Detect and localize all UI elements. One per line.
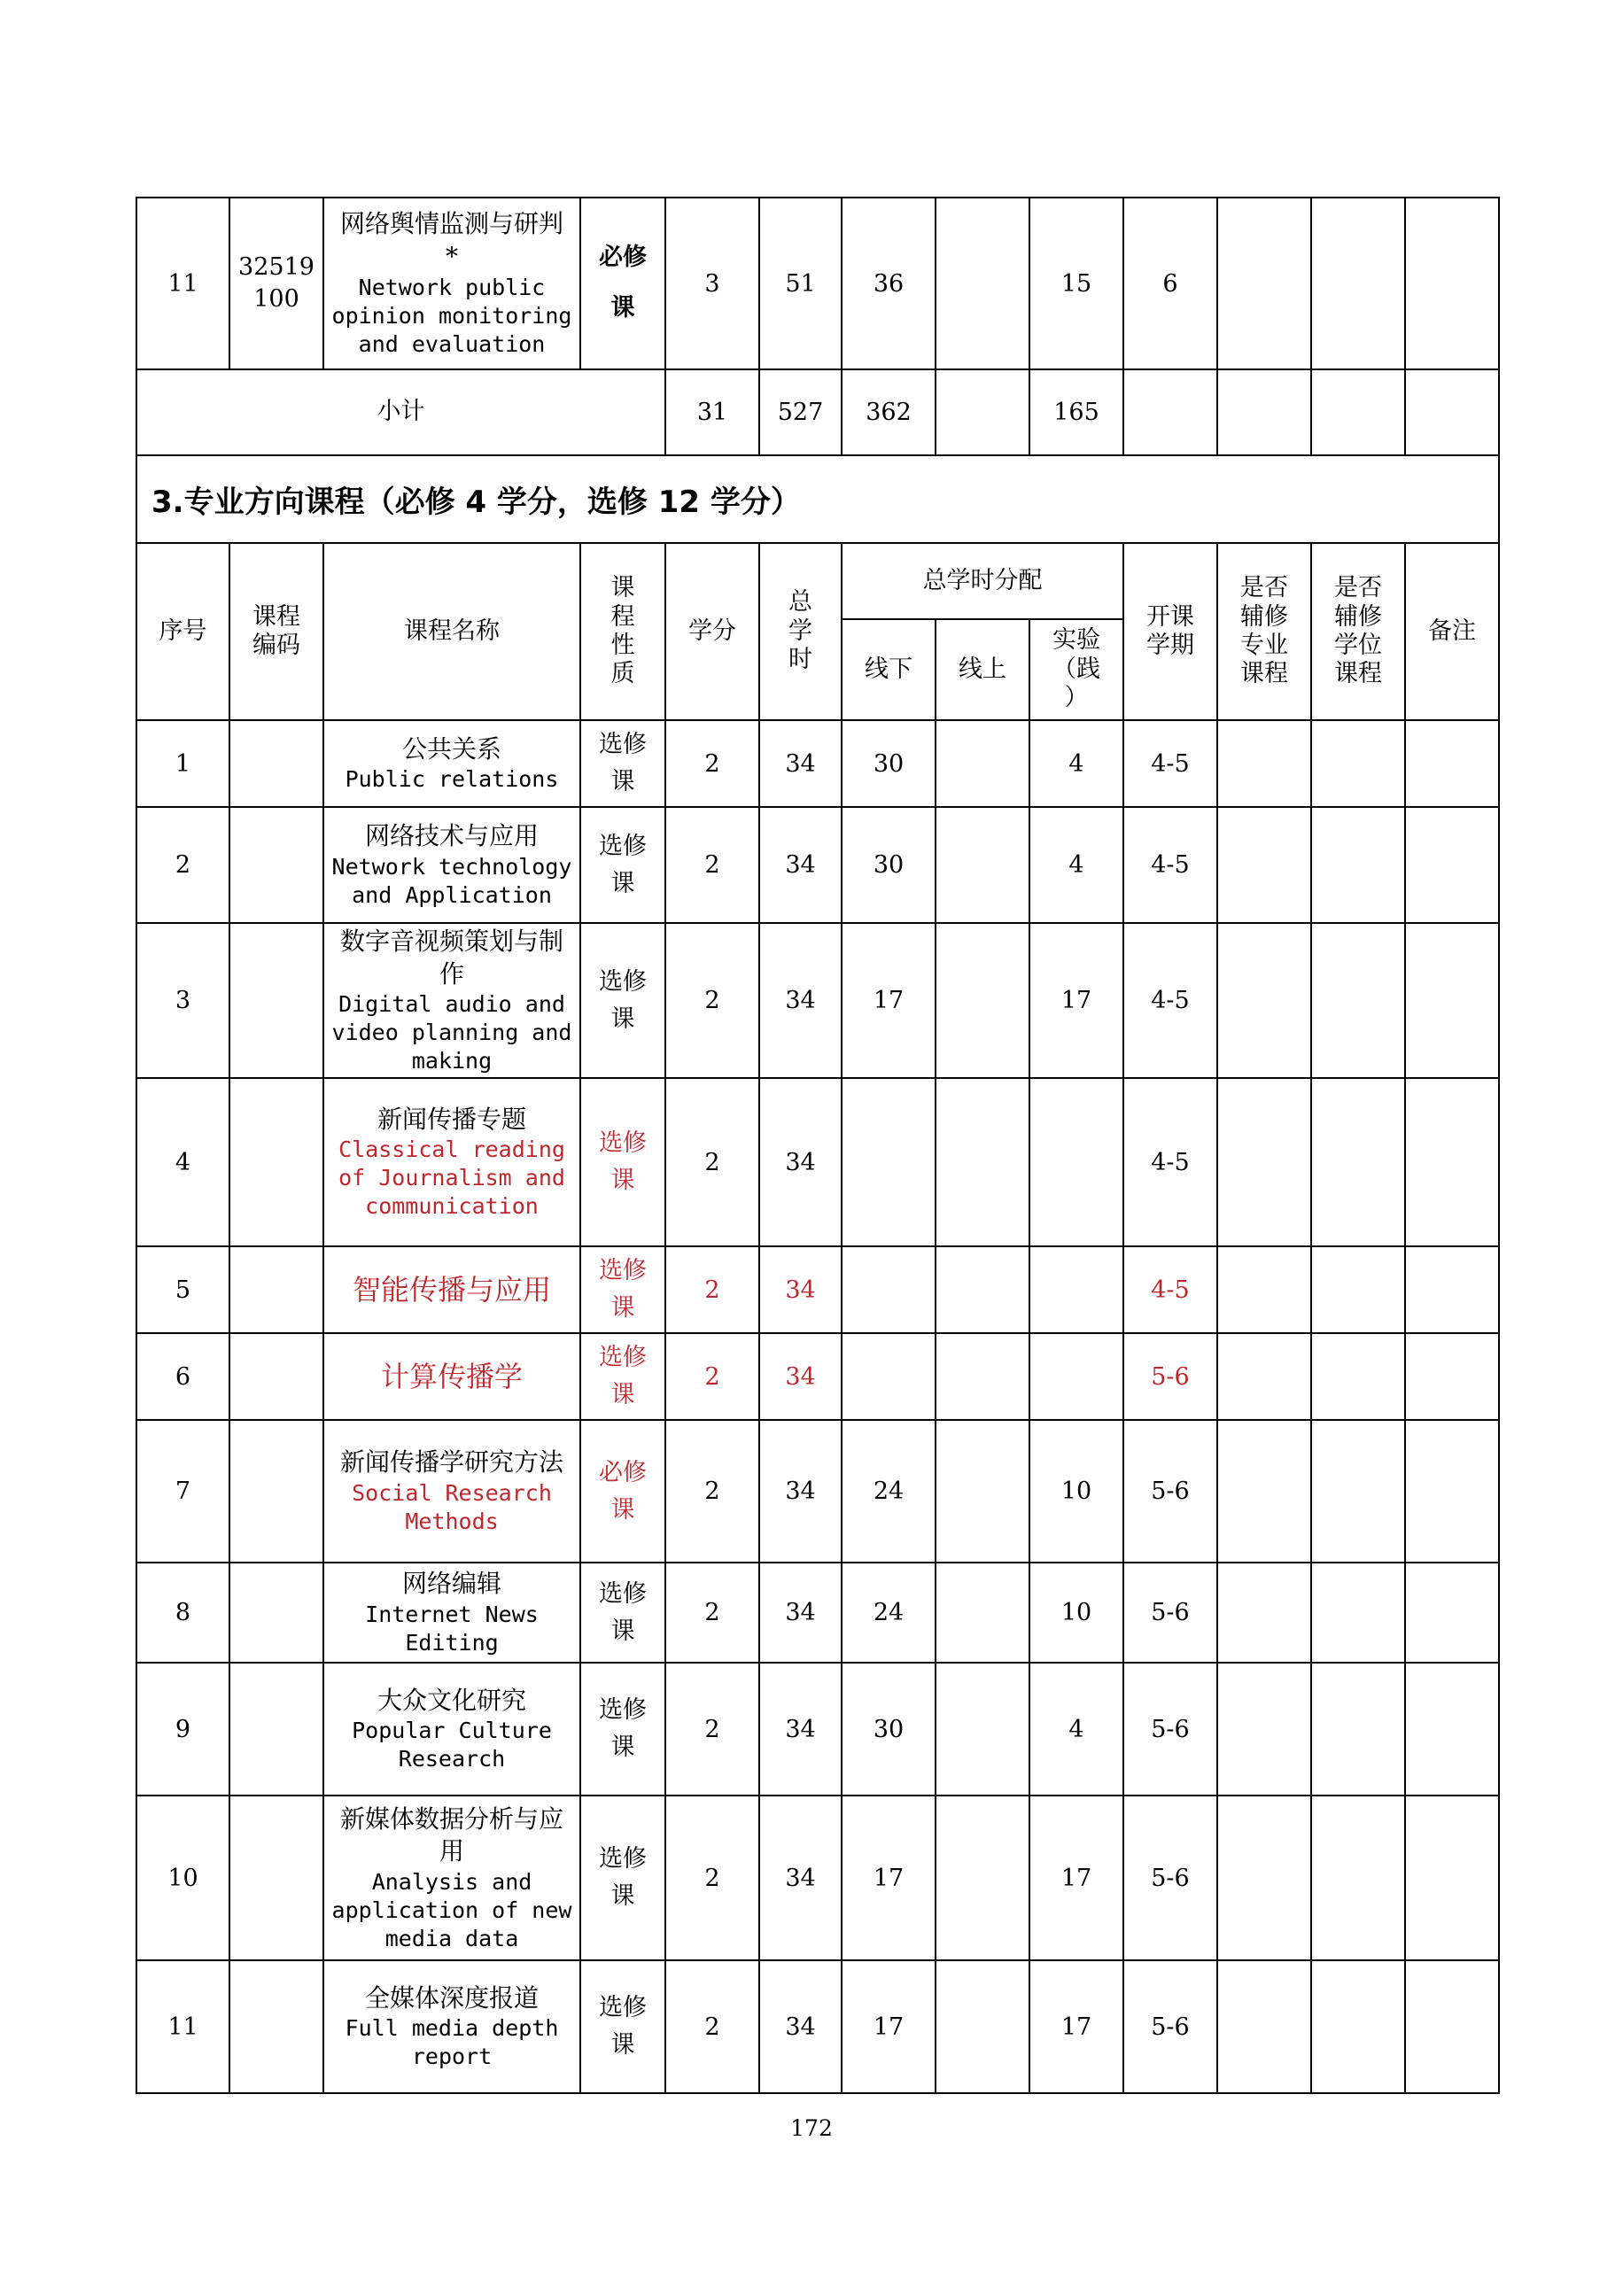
minor-major-cell <box>1217 720 1311 807</box>
cell-line: 选修 <box>599 832 647 860</box>
cell-line: 选修 <box>599 1344 647 1372</box>
header-name: 课程名称 <box>323 543 580 720</box>
minor-degree-cell <box>1311 1078 1405 1246</box>
course-row <box>136 1796 1499 1960</box>
course-name-zh: 新闻传播专题 <box>377 1104 526 1134</box>
course-name-en: Social Research <box>352 1479 552 1506</box>
cell-line: 实验 <box>1052 626 1100 655</box>
cell-line: 时 <box>788 646 812 674</box>
course-total-hours: 34 <box>759 807 842 923</box>
course-name-zh: 作 <box>439 958 464 989</box>
minor-major-cell <box>1217 198 1311 369</box>
course-semester: 4-5 <box>1123 923 1217 1078</box>
course-nature <box>580 720 665 807</box>
header-distribution: 总学时分配 <box>842 543 1123 619</box>
minor-degree-cell <box>1311 1663 1405 1796</box>
subtotal-practice: 165 <box>1029 369 1123 455</box>
course-row <box>136 720 1499 807</box>
cell-line: 课 <box>610 1381 635 1409</box>
cell-line: 辅修 <box>1334 602 1382 631</box>
course-credits: 2 <box>665 1246 759 1333</box>
course-name-en: of Journalism and <box>338 1165 565 1191</box>
course-code <box>229 807 323 923</box>
remarks-cell <box>1405 1563 1499 1663</box>
course-nature <box>580 807 665 923</box>
course-semester: 5-6 <box>1123 1563 1217 1663</box>
cell-line: 选修 <box>599 967 647 996</box>
course-offline-hours: 30 <box>842 807 936 923</box>
remarks-cell <box>1405 807 1499 923</box>
cell-line: 100 <box>253 285 299 313</box>
cell-line: 课程 <box>1240 660 1288 688</box>
course-name-zh: 网络技术与应用 <box>364 821 539 851</box>
course-practice-hours: 4 <box>1029 807 1123 923</box>
cell-line: 是否 <box>1334 574 1382 602</box>
cell-line: 是否 <box>1240 574 1288 602</box>
remarks-cell <box>1405 1078 1499 1246</box>
minor-major-cell <box>1217 1420 1311 1563</box>
course-name-en: Network technology <box>331 853 572 880</box>
cell-line: 32519 <box>238 252 315 281</box>
minor-major-cell <box>1217 1663 1311 1796</box>
course-row <box>136 1246 1499 1333</box>
course-offline-hours: 24 <box>842 1420 936 1563</box>
course-nature <box>580 1960 665 2093</box>
course-name <box>323 1796 580 1960</box>
course-number: 3 <box>136 923 229 1078</box>
course-code <box>229 1420 323 1563</box>
course-name-en: making <box>411 1048 493 1074</box>
cell-line: 课 <box>610 574 635 602</box>
subtotal-remarks <box>1405 369 1499 455</box>
course-number: 11 <box>136 1960 229 2093</box>
remarks-cell <box>1405 1663 1499 1796</box>
remarks-cell <box>1405 1420 1499 1563</box>
minor-degree-cell <box>1311 807 1405 923</box>
header-code <box>229 543 323 720</box>
course-credits: 3 <box>665 198 759 369</box>
course-name-en: Analysis and <box>371 1868 532 1895</box>
cell-line: 开课 <box>1146 602 1194 631</box>
course-practice-hours: 17 <box>1029 1960 1123 2093</box>
minor-degree-cell <box>1311 1246 1405 1333</box>
curriculum-table <box>136 197 1500 2094</box>
cell-line: 辅修 <box>1240 602 1288 631</box>
course-practice-hours <box>1029 1333 1123 1420</box>
cell-line: 选修 <box>599 1257 647 1285</box>
subtotal-offline: 362 <box>842 369 936 455</box>
course-credits: 2 <box>665 720 759 807</box>
cell-line: 选修 <box>599 731 647 759</box>
minor-major-cell <box>1217 1563 1311 1663</box>
course-name-en: Research <box>398 1746 506 1772</box>
cell-line: 课 <box>610 1617 635 1645</box>
course-name <box>323 198 580 369</box>
course-row <box>136 1078 1499 1246</box>
course-total-hours: 34 <box>759 1796 842 1960</box>
course-name <box>323 1420 580 1563</box>
subtotal-minor-degree <box>1311 369 1405 455</box>
course-number: 9 <box>136 1663 229 1796</box>
course-online-hours <box>936 1333 1029 1420</box>
course-online-hours <box>936 198 1029 369</box>
course-name-en: media data <box>384 1925 519 1951</box>
course-online-hours <box>936 1563 1029 1663</box>
course-offline-hours <box>842 1078 936 1246</box>
course-credits: 2 <box>665 1078 759 1246</box>
minor-degree-cell <box>1311 720 1405 807</box>
cell-line: 学 <box>788 617 812 645</box>
course-code <box>229 1960 323 2093</box>
course-name-en: Internet News <box>365 1601 539 1627</box>
course-row <box>136 1420 1499 1563</box>
course-offline-hours <box>842 1246 936 1333</box>
header-number: 序号 <box>136 543 229 720</box>
course-credits: 2 <box>665 1663 759 1796</box>
course-number: 4 <box>136 1078 229 1246</box>
header-practice <box>1029 619 1123 720</box>
course-row <box>136 923 1499 1078</box>
course-semester: 6 <box>1123 198 1217 369</box>
course-code <box>229 1078 323 1246</box>
subtotal-semester <box>1123 369 1217 455</box>
course-total-hours: 34 <box>759 1960 842 2093</box>
course-total-hours: 34 <box>759 1246 842 1333</box>
course-name <box>323 1663 580 1796</box>
course-semester: 4-5 <box>1123 1246 1217 1333</box>
course-name-zh: 公共关系 <box>401 733 501 764</box>
course-name-zh: 智能传播与应用 <box>352 1272 551 1307</box>
course-nature <box>580 1796 665 1960</box>
subtotal-row <box>136 369 1499 455</box>
course-semester: 5-6 <box>1123 1796 1217 1960</box>
course-practice-hours: 10 <box>1029 1563 1123 1663</box>
course-credits: 2 <box>665 923 759 1078</box>
page-number: 172 <box>790 2115 833 2141</box>
course-practice-hours: 17 <box>1029 923 1123 1078</box>
course-name-en: Network public <box>358 274 546 300</box>
subtotal-total-hours: 527 <box>759 369 842 455</box>
minor-major-cell <box>1217 1333 1311 1420</box>
course-total-hours: 34 <box>759 720 842 807</box>
section-title: 3.专业方向课程（必修 4 学分，选修 12 学分） <box>136 455 1499 543</box>
course-number: 6 <box>136 1333 229 1420</box>
course-online-hours <box>936 720 1029 807</box>
cell-line: ） <box>1064 684 1089 712</box>
course-number: 10 <box>136 1796 229 1960</box>
course-name <box>323 807 580 923</box>
course-semester: 5-6 <box>1123 1420 1217 1563</box>
course-number: 8 <box>136 1563 229 1663</box>
subtotal-credits: 31 <box>665 369 759 455</box>
cell-line: 课 <box>610 1004 635 1033</box>
cell-line: （践 <box>1052 655 1100 683</box>
course-name-en: Public relations <box>345 766 559 793</box>
minor-degree-cell <box>1311 198 1405 369</box>
cell-line: 学位 <box>1334 632 1382 659</box>
course-practice-hours: 4 <box>1029 1663 1123 1796</box>
cell-line: 编码 <box>252 632 300 659</box>
minor-degree-cell <box>1311 923 1405 1078</box>
cell-line: 课 <box>610 1167 635 1195</box>
course-offline-hours: 36 <box>842 198 936 369</box>
course-nature <box>580 1246 665 1333</box>
minor-degree-cell <box>1311 1420 1405 1563</box>
course-name-en: and Application <box>352 881 552 908</box>
cell-line: 必修 <box>599 1458 647 1486</box>
cell-line: 选修 <box>599 1696 647 1725</box>
minor-degree-cell <box>1311 1563 1405 1663</box>
course-number: 7 <box>136 1420 229 1563</box>
header-total-hours <box>759 543 842 720</box>
course-name-en: application of new <box>331 1897 572 1923</box>
course-offline-hours: 17 <box>842 1796 936 1960</box>
course-online-hours <box>936 923 1029 1078</box>
course-code <box>229 1796 323 1960</box>
subtotal-label: 小计 <box>136 369 665 455</box>
course-credits: 2 <box>665 807 759 923</box>
course-number: 11 <box>136 198 229 369</box>
course-number: 5 <box>136 1246 229 1333</box>
cell-line: 质 <box>610 660 635 688</box>
course-semester: 4-5 <box>1123 807 1217 923</box>
cell-line: 课 <box>610 1882 635 1911</box>
course-name <box>323 720 580 807</box>
course-offline-hours: 17 <box>842 1960 936 2093</box>
course-name-en: Editing <box>405 1629 499 1656</box>
course-code <box>229 1663 323 1796</box>
course-nature <box>580 1078 665 1246</box>
header-credits: 学分 <box>665 543 759 720</box>
course-name-zh: 网络编辑 <box>401 1569 501 1599</box>
course-credits: 2 <box>665 1960 759 2093</box>
course-number: 1 <box>136 720 229 807</box>
course-online-hours <box>936 1796 1029 1960</box>
remarks-cell <box>1405 198 1499 369</box>
course-row <box>136 198 1499 369</box>
minor-major-cell <box>1217 1078 1311 1246</box>
course-name <box>323 1246 580 1333</box>
course-name-zh: 全媒体深度报道 <box>364 1982 539 2013</box>
cell-line: 课 <box>610 294 635 322</box>
course-row <box>136 1663 1499 1796</box>
remarks-cell <box>1405 1246 1499 1333</box>
course-row <box>136 807 1499 923</box>
course-total-hours: 51 <box>759 198 842 369</box>
course-name-zh: 新媒体数据分析与应 <box>339 1803 563 1834</box>
cell-line: 选修 <box>599 1994 647 2022</box>
course-practice-hours <box>1029 1246 1123 1333</box>
course-name-en: Classical reading <box>338 1136 565 1163</box>
course-online-hours <box>936 1663 1029 1796</box>
course-number: 2 <box>136 807 229 923</box>
course-offline-hours: 17 <box>842 923 936 1078</box>
course-name-en: video planning and <box>331 1020 572 1046</box>
course-semester: 5-6 <box>1123 1960 1217 2093</box>
course-row <box>136 1563 1499 1663</box>
cell-line: 专业 <box>1240 632 1288 659</box>
course-code <box>229 1246 323 1333</box>
course-credits: 2 <box>665 1563 759 1663</box>
course-nature <box>580 1333 665 1420</box>
course-nature <box>580 1563 665 1663</box>
subtotal-minor-major <box>1217 369 1311 455</box>
minor-major-cell <box>1217 923 1311 1078</box>
course-credits: 2 <box>665 1420 759 1563</box>
minor-degree-cell <box>1311 1960 1405 2093</box>
course-code <box>229 198 323 369</box>
course-offline-hours: 30 <box>842 1663 936 1796</box>
cell-line: 课 <box>610 1294 635 1323</box>
course-total-hours: 34 <box>759 1078 842 1246</box>
course-online-hours <box>936 1078 1029 1246</box>
course-semester: 5-6 <box>1123 1333 1217 1420</box>
course-online-hours <box>936 807 1029 923</box>
cell-line: 课程 <box>1334 660 1382 688</box>
remarks-cell <box>1405 1960 1499 2093</box>
cell-line: 选修 <box>599 1845 647 1873</box>
cell-line: 课 <box>610 869 635 897</box>
header-minor-degree <box>1311 543 1405 720</box>
course-name-en: and evaluation <box>358 330 546 357</box>
course-offline-hours <box>842 1333 936 1420</box>
course-name-en: Full media depth <box>345 2015 559 2042</box>
course-total-hours: 34 <box>759 1420 842 1563</box>
course-name-zh: 数字音视频策划与制 <box>339 927 563 956</box>
course-code <box>229 1333 323 1420</box>
minor-major-cell <box>1217 1960 1311 2093</box>
course-nature <box>580 1420 665 1563</box>
course-total-hours: 34 <box>759 1333 842 1420</box>
course-credits: 2 <box>665 1333 759 1420</box>
course-practice-hours: 17 <box>1029 1796 1123 1960</box>
course-practice-hours: 15 <box>1029 198 1123 369</box>
cell-line: 课 <box>610 768 635 795</box>
cell-line: 学期 <box>1146 632 1194 659</box>
course-name-en: Digital audio and <box>338 991 565 1018</box>
course-name <box>323 923 580 1078</box>
cell-line: 课 <box>610 1495 635 1524</box>
course-credits: 2 <box>665 1796 759 1960</box>
course-code <box>229 1563 323 1663</box>
cell-line: 选修 <box>599 1579 647 1608</box>
remarks-cell <box>1405 1333 1499 1420</box>
course-name-zh: 网络舆情监测与研判 <box>339 209 563 239</box>
course-name-en: opinion monitoring <box>331 302 572 329</box>
minor-degree-cell <box>1311 1333 1405 1420</box>
course-code <box>229 720 323 807</box>
header-online: 线上 <box>936 619 1029 720</box>
course-name-en: Popular Culture <box>352 1718 552 1744</box>
course-code <box>229 923 323 1078</box>
remarks-cell <box>1405 1796 1499 1960</box>
remarks-cell <box>1405 720 1499 807</box>
course-practice-hours: 10 <box>1029 1420 1123 1563</box>
cell-line: 总 <box>788 588 812 617</box>
header-minor-major <box>1217 543 1311 720</box>
course-offline-hours: 30 <box>842 720 936 807</box>
course-name-zh: * <box>446 242 458 271</box>
course-nature <box>580 923 665 1078</box>
header-nature <box>580 543 665 720</box>
course-online-hours <box>936 1246 1029 1333</box>
minor-major-cell <box>1217 1796 1311 1960</box>
course-row <box>136 1960 1499 2093</box>
course-online-hours <box>936 1420 1029 1563</box>
course-nature <box>580 198 665 369</box>
course-name-zh: 新闻传播学研究方法 <box>339 1447 563 1478</box>
course-total-hours: 34 <box>759 1663 842 1796</box>
section-title-row <box>136 455 1499 543</box>
course-row <box>136 1333 1499 1420</box>
course-total-hours: 34 <box>759 1563 842 1663</box>
remarks-cell <box>1405 923 1499 1078</box>
cell-line: 性 <box>610 632 635 659</box>
course-name-zh: 大众文化研究 <box>377 1685 526 1715</box>
course-practice-hours: 4 <box>1029 720 1123 807</box>
course-semester: 5-6 <box>1123 1663 1217 1796</box>
course-offline-hours: 24 <box>842 1563 936 1663</box>
course-name-en: Methods <box>405 1508 499 1534</box>
course-practice-hours <box>1029 1078 1123 1246</box>
course-name-en: communication <box>365 1193 539 1220</box>
course-name <box>323 1333 580 1420</box>
course-name <box>323 1960 580 2093</box>
course-name <box>323 1078 580 1246</box>
header-remarks: 备注 <box>1405 543 1499 720</box>
cell-line: 课程 <box>252 602 300 631</box>
course-name-zh: 计算传播学 <box>380 1359 523 1393</box>
course-online-hours <box>936 1960 1029 2093</box>
minor-major-cell <box>1217 1246 1311 1333</box>
cell-line: 程 <box>610 602 635 631</box>
subtotal-online <box>936 369 1029 455</box>
course-nature <box>580 1663 665 1796</box>
course-name-zh: 用 <box>439 1836 464 1866</box>
header-row-1 <box>136 543 1499 619</box>
cell-line: 必修 <box>599 244 647 272</box>
header-semester <box>1123 543 1217 720</box>
cell-line: 课 <box>610 1734 635 1762</box>
minor-major-cell <box>1217 807 1311 923</box>
course-total-hours: 34 <box>759 923 842 1078</box>
minor-degree-cell <box>1311 1796 1405 1960</box>
course-name-en: report <box>411 2044 493 2070</box>
course-semester: 4-5 <box>1123 1078 1217 1246</box>
course-semester: 4-5 <box>1123 720 1217 807</box>
header-offline: 线下 <box>842 619 936 720</box>
cell-line: 选修 <box>599 1129 647 1158</box>
cell-line: 课 <box>610 2031 635 2059</box>
course-name <box>323 1563 580 1663</box>
